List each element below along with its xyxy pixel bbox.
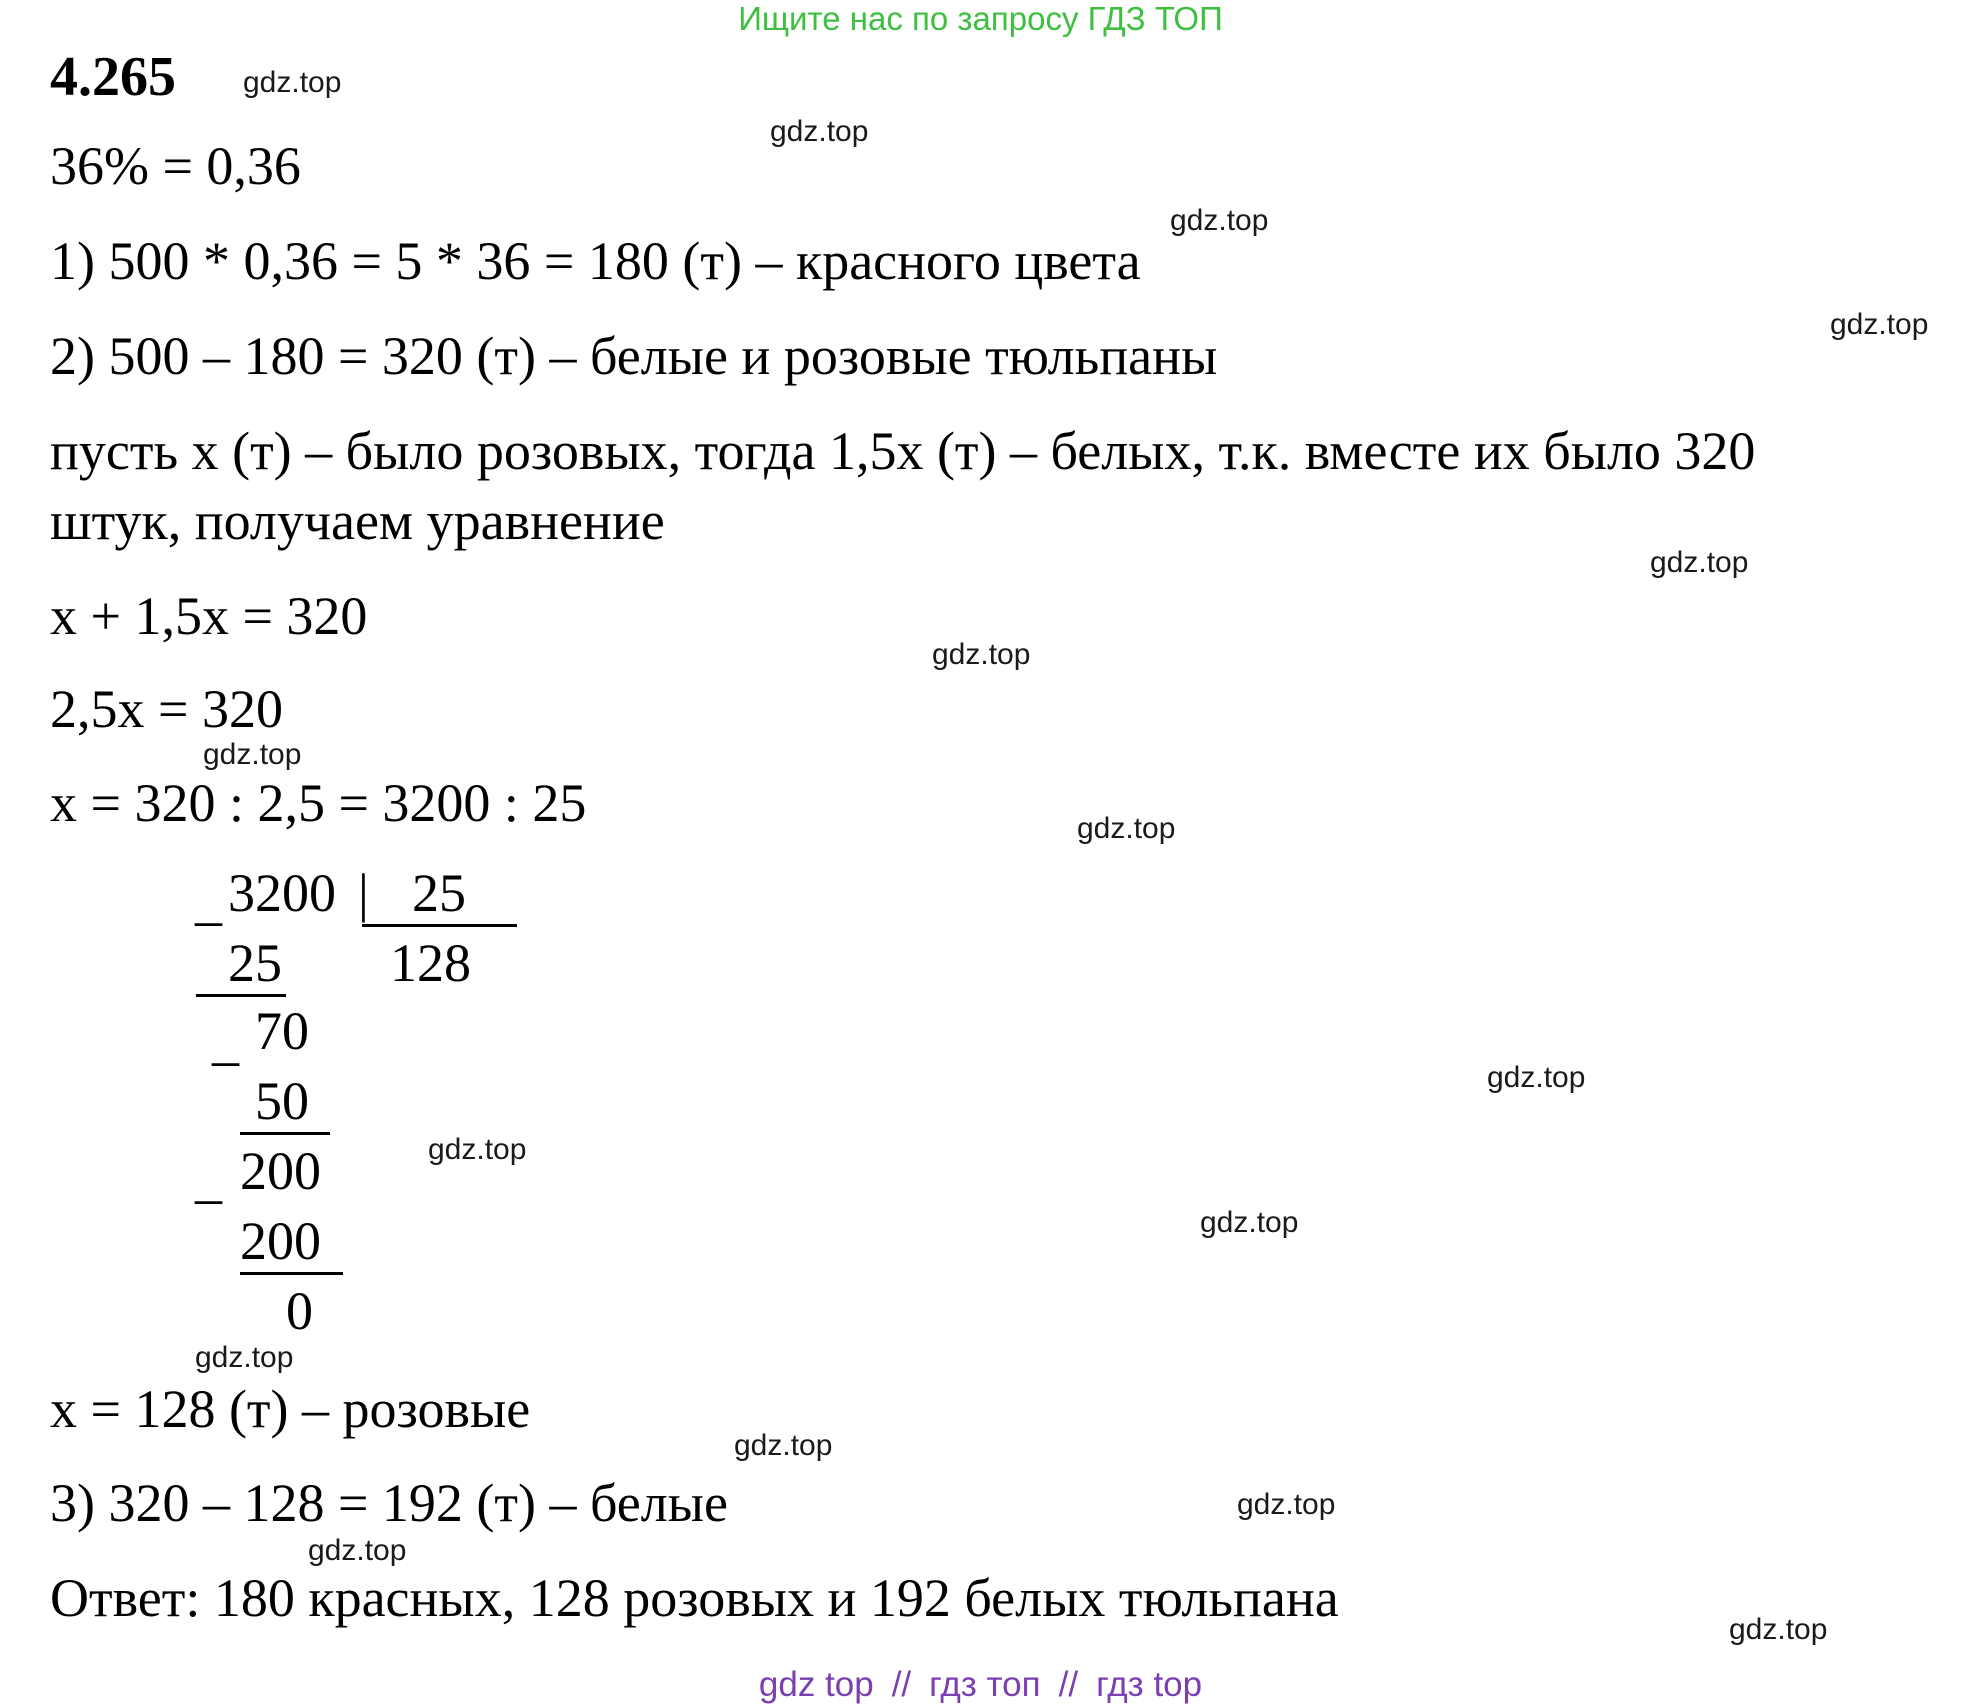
line-percent: 36% = 0,36 (50, 136, 301, 196)
line-step-1: 1) 500 * 0,36 = 5 * 36 = 180 (т) – красного цвета (50, 231, 1141, 291)
line-step-2: 2) 500 – 180 = 320 (т) – белые и розовые тюльпаны (50, 326, 1218, 386)
line-answer: Ответ: 180 красных, 128 розовых и 192 белых тюльпана (50, 1568, 1339, 1628)
division-dividend: 3200 (228, 863, 336, 923)
banner-text: Ищите нас по запросу ГДЗ ТОП (738, 0, 1223, 37)
division-bar: | (358, 863, 369, 923)
line-simplified: 2,5x = 320 (50, 679, 283, 739)
division-remainder: 0 (286, 1281, 313, 1341)
watermark: gdz.top (1830, 308, 1929, 341)
divisor-underline (362, 924, 517, 927)
watermark: gdz.top (308, 1534, 407, 1567)
division-rule (196, 994, 286, 997)
watermark: gdz.top (1077, 812, 1176, 845)
division-step: 200 (240, 1211, 321, 1271)
watermark: gdz.top (734, 1429, 833, 1462)
watermark: gdz.top (195, 1341, 294, 1374)
footer-link[interactable]: gdz top (758, 1665, 874, 1704)
division-rule (240, 1272, 343, 1275)
division-minus: _ (195, 1149, 222, 1209)
watermark: gdz.top (428, 1133, 527, 1166)
footer-link[interactable]: гдз top (1096, 1665, 1203, 1704)
watermark: gdz.top (1650, 546, 1749, 579)
watermark: gdz.top (203, 738, 302, 771)
line-equation-intro: штук, получаем уравнение (50, 491, 665, 551)
line-step-3: 3) 320 – 128 = 192 (т) – белые (50, 1473, 728, 1533)
division-minus: _ (212, 1011, 239, 1071)
watermark: gdz.top (1200, 1206, 1299, 1239)
division-step: 200 (240, 1141, 321, 1201)
watermark: gdz.top (1237, 1488, 1336, 1521)
footer-separator: // (891, 1665, 912, 1704)
line-pink: x = 128 (т) – розовые (50, 1379, 531, 1439)
watermark: gdz.top (770, 115, 869, 148)
division-step: 25 (228, 933, 282, 993)
division-step: 70 (255, 1001, 309, 1061)
footer-links (0, 1665, 1961, 1705)
watermark: gdz.top (932, 638, 1031, 671)
division-quotient: 128 (390, 933, 471, 993)
division-minus: _ (195, 871, 222, 931)
footer-link[interactable]: гдз топ (929, 1665, 1041, 1704)
watermark: gdz.top (1729, 1613, 1828, 1646)
division-step: 50 (255, 1071, 309, 1131)
division-rule (240, 1132, 330, 1135)
line-solve-x: x = 320 : 2,5 = 3200 : 25 (50, 773, 587, 833)
line-equation: x + 1,5x = 320 (50, 586, 368, 646)
division-divisor: 25 (412, 863, 466, 923)
line-let-x: пусть x (т) – было розовых, тогда 1,5x (т) – белых, т.к. вместе их было 320 (50, 421, 1756, 481)
watermark: gdz.top (243, 66, 342, 99)
watermark: gdz.top (1170, 204, 1269, 237)
watermark: gdz.top (1487, 1061, 1586, 1094)
footer-separator: // (1058, 1665, 1079, 1704)
problem-number: 4.265 (50, 46, 176, 108)
